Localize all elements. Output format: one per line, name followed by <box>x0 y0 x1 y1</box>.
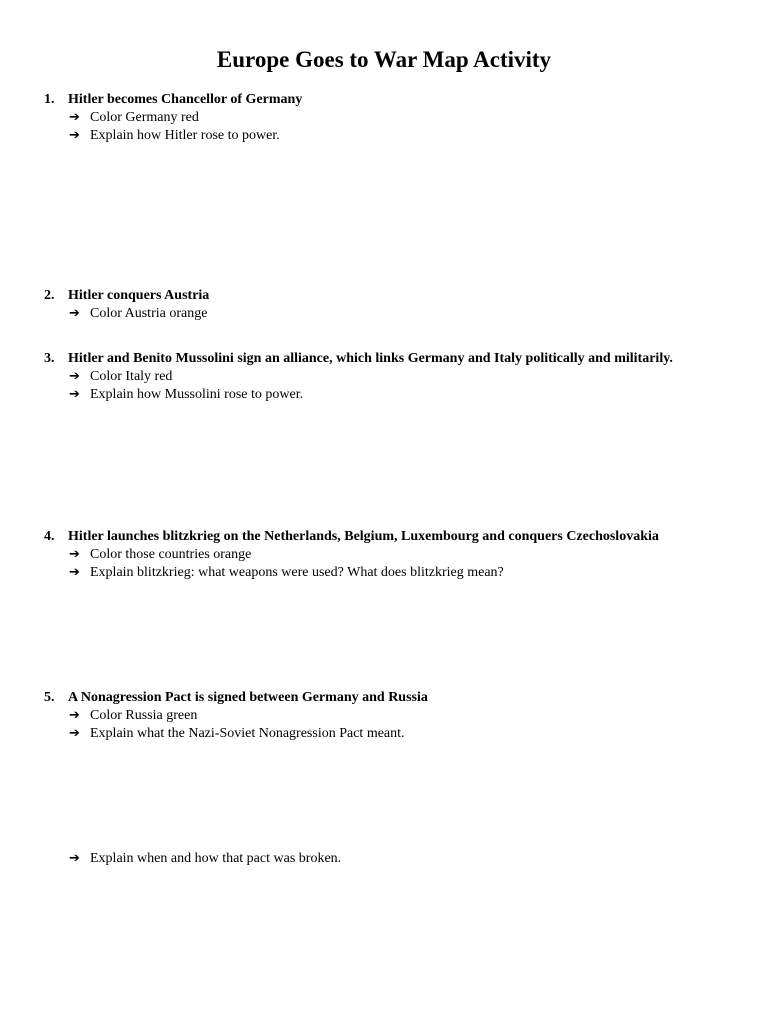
instruction-bullet <box>0 109 768 127</box>
instruction-text: Explain when and how that pact was broken. <box>90 851 342 866</box>
arrow-icon: ➔ <box>69 851 80 866</box>
instruction-bullet <box>0 546 768 564</box>
activity-item-4 <box>0 528 768 582</box>
instruction-text: Explain how Mussolini rose to power. <box>90 387 304 402</box>
item-heading: Hitler becomes Chancellor of Germany <box>68 92 303 107</box>
item-number: 1. <box>44 92 55 107</box>
item-heading-row <box>0 350 768 368</box>
arrow-icon: ➔ <box>69 708 80 723</box>
instruction-bullet <box>0 725 768 743</box>
arrow-icon: ➔ <box>69 387 80 402</box>
item-number: 5. <box>44 690 55 705</box>
instruction-text: Color Italy red <box>90 369 173 384</box>
item-heading-row <box>0 91 768 109</box>
item-number: 4. <box>44 529 55 544</box>
activity-item-5 <box>0 689 768 743</box>
instruction-text: Explain how Hitler rose to power. <box>90 128 280 143</box>
instruction-text: Color Russia green <box>90 708 198 723</box>
instruction-bullet <box>0 305 768 323</box>
item-heading: A Nonagression Pact is signed between Germany and Russia <box>68 690 428 705</box>
item-heading-row <box>0 287 768 305</box>
instruction-bullet <box>0 386 768 404</box>
instruction-text: Color Austria orange <box>90 306 208 321</box>
instruction-bullet <box>0 127 768 145</box>
item-heading-row <box>0 689 768 707</box>
arrow-icon: ➔ <box>69 547 80 562</box>
activity-item-2 <box>0 287 768 323</box>
instruction-text: Explain what the Nazi-Soviet Nonagression Pact meant. <box>90 726 405 741</box>
arrow-icon: ➔ <box>69 110 80 125</box>
arrow-icon: ➔ <box>69 306 80 321</box>
activity-item-3 <box>0 350 768 404</box>
instruction-bullet <box>0 368 768 386</box>
instruction-bullet <box>0 707 768 725</box>
instruction-text: Explain blitzkrieg: what weapons were used? What does blitzkrieg mean? <box>90 565 504 580</box>
item-number: 3. <box>44 351 55 366</box>
page-title: Europe Goes to War Map Activity <box>216 47 552 72</box>
instruction-text: Color those countries orange <box>90 547 252 562</box>
arrow-icon: ➔ <box>69 726 80 741</box>
item-heading: Hitler conquers Austria <box>68 288 210 303</box>
arrow-icon: ➔ <box>69 128 80 143</box>
item-heading: Hitler and Benito Mussolini sign an alliance, which links Germany and Italy politically and militarily. <box>68 351 673 366</box>
item-heading-row <box>0 528 768 546</box>
instruction-bullet <box>0 850 768 868</box>
item-heading: Hitler launches blitzkrieg on the Netherlands, Belgium, Luxembourg and conquers Czechoslovakia <box>68 529 659 544</box>
item-number: 2. <box>44 288 55 303</box>
activity-item-1 <box>0 91 768 145</box>
instruction-text: Color Germany red <box>90 110 199 125</box>
instruction-bullet <box>0 564 768 582</box>
arrow-icon: ➔ <box>69 369 80 384</box>
activity-item-5-extra <box>0 850 768 868</box>
arrow-icon: ➔ <box>69 565 80 580</box>
